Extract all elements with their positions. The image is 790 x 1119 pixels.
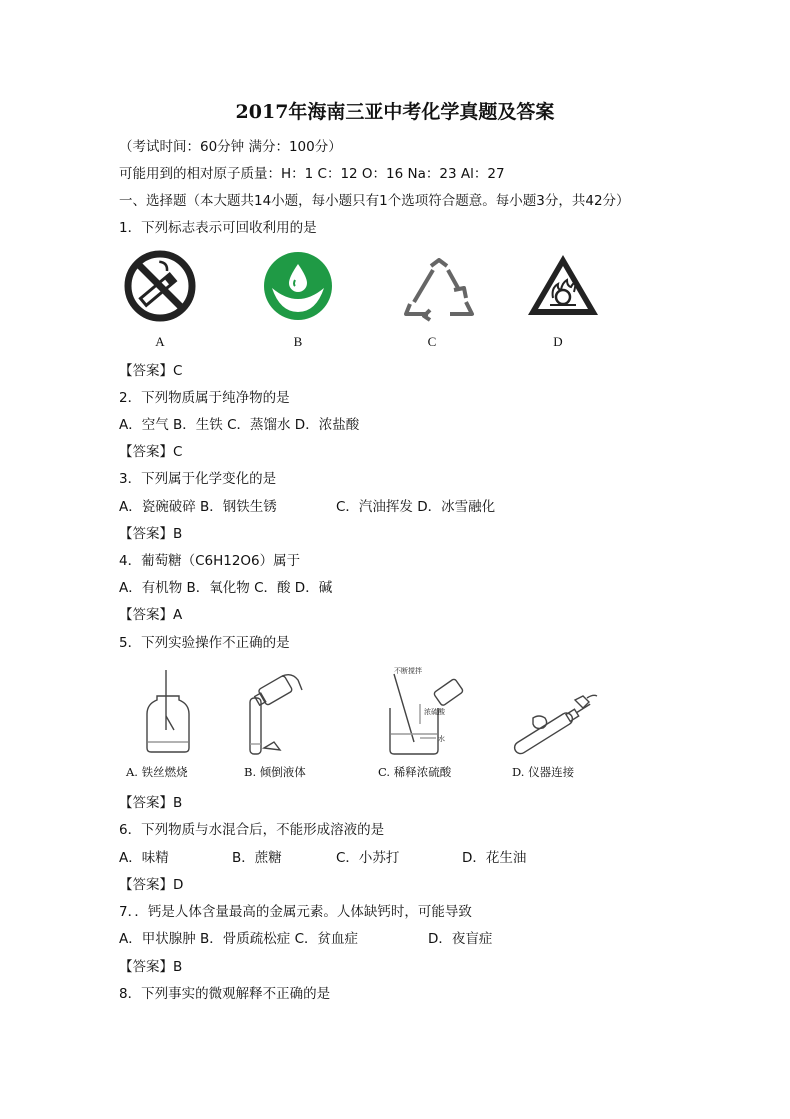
q1-caption-a: A	[155, 334, 165, 349]
q3-options-right: C．汽油挥发 D．冰雪融化	[336, 499, 496, 515]
q5-caption-b: B. 倾倒液体	[244, 765, 306, 779]
q6-option-a: A．味精	[119, 850, 169, 866]
q6-option-c: C．小苏打	[336, 850, 400, 866]
q7-stem: 7．．钙是人体含量最高的金属元素。人体缺钙时，可能导致	[119, 904, 472, 920]
q4-options: A．有机物 B．氧化物 C．酸 D．碱	[119, 580, 333, 596]
q1-answer: 【答案】C	[119, 363, 183, 379]
q1-caption-b: B	[293, 334, 303, 349]
water-saving-icon	[262, 250, 334, 322]
q2-options: A．空气 B．生铁 C．蒸馏水 D．浓盐酸	[119, 417, 360, 433]
q3-answer: 【答案】B	[119, 526, 183, 542]
q1-caption-c: C	[427, 334, 437, 349]
page-title: 2017年海南三亚中考化学真题及答案	[235, 101, 555, 123]
oxidizer-warning-icon	[526, 252, 600, 318]
diluting-acid-figure	[380, 664, 490, 760]
q6-option-b: B．蔗糖	[232, 850, 282, 866]
q6-stem: 6．下列物质与水混合后，不能形成溶液的是	[119, 822, 385, 838]
q2-stem: 2．下列物质属于纯净物的是	[119, 390, 290, 406]
exam-info: （考试时间：60分钟 满分：100分）	[119, 139, 342, 155]
pouring-liquid-figure	[238, 670, 310, 760]
atomic-masses: 可能用到的相对原子质量：H：1 C：12 O：16 Na：23 Al：27	[119, 166, 505, 182]
q5-answer: 【答案】B	[119, 795, 183, 811]
section-heading: 一、选择题（本大题共14小题，每小题只有1个选项符合题意。每小题3分，共42分）	[119, 193, 630, 209]
q3-stem: 3．下列属于化学变化的是	[119, 471, 277, 487]
recycle-icon	[400, 258, 478, 322]
q5-caption-c: C. 稀释浓硫酸	[378, 765, 452, 779]
q4-stem: 4．葡萄糖（C6H12O6）属于	[119, 553, 301, 569]
q6-option-d: D．花生油	[462, 850, 527, 866]
q5-caption-a: A. 铁丝燃烧	[126, 765, 188, 779]
no-smoking-icon	[123, 249, 197, 323]
q8-stem: 8．下列事实的微观解释不正确的是	[119, 986, 331, 1002]
q1-caption-d: D	[553, 334, 563, 349]
q6-answer: 【答案】D	[119, 877, 184, 893]
acid-label: 浓硫酸	[424, 708, 445, 716]
q5-stem: 5．下列实验操作不正确的是	[119, 635, 290, 651]
instrument-connection-figure	[505, 690, 601, 760]
q4-answer: 【答案】A	[119, 607, 183, 623]
q7-answer: 【答案】B	[119, 959, 183, 975]
q1-stem: 1．下列标志表示可回收利用的是	[119, 220, 317, 236]
stir-label: 不断搅拌	[394, 667, 422, 675]
iron-wire-burning-figure	[130, 668, 210, 760]
water-label: 水	[438, 735, 445, 743]
q7-options-left: A．甲状腺肿 B．骨质疏松症 C．贫血症	[119, 931, 359, 947]
q5-caption-d: D. 仪器连接	[512, 765, 575, 779]
q3-options-left: A．瓷碗破碎 B．钢铁生锈	[119, 499, 277, 515]
q2-answer: 【答案】C	[119, 444, 183, 460]
q7-options-right: D．夜盲症	[428, 931, 493, 947]
